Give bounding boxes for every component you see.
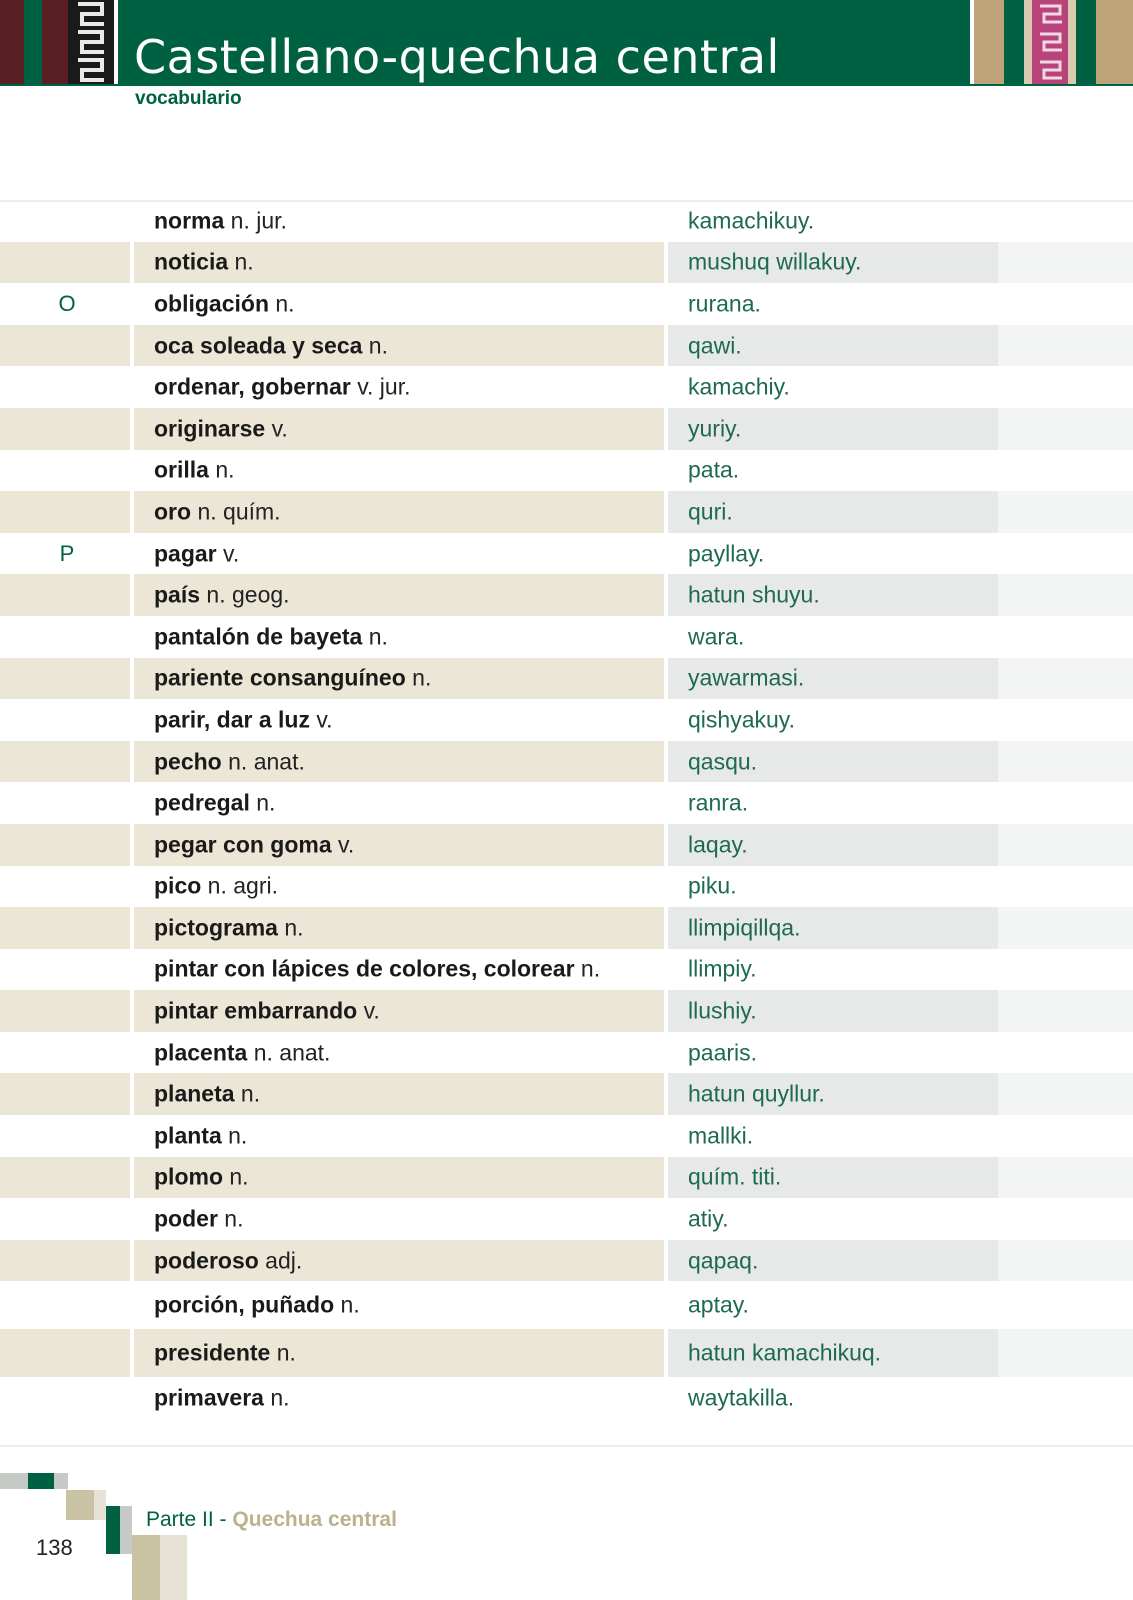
spanish-entry [154,748,305,775]
textile-stripe-tan [974,0,1004,86]
page-subtitle: vocabulario [135,88,242,109]
textile-stripe-green [24,0,42,86]
spanish-entry [154,249,254,276]
vocab-row [0,408,1133,450]
row-band [998,574,1133,616]
headword: primavera [154,1384,264,1411]
quechua-translation: yawarmasi. [688,664,805,691]
row-band [998,949,1133,991]
spanish-entry [154,914,304,941]
spanish-entry [154,457,235,484]
page-title: Castellano-quechua central [134,30,780,84]
quechua-translation: kamachikuy. [688,207,815,234]
spanish-entry [154,665,431,692]
headword: pico [154,872,202,899]
quechua-translation: aptay. [688,1291,749,1318]
spanish-entry [154,582,290,609]
row-band [998,200,1133,242]
vocab-row [0,824,1133,866]
row-band [0,990,130,1032]
spanish-entry [154,498,281,525]
headword: planeta [154,1080,235,1107]
grammar-tag: n. [362,332,388,359]
vocab-row [0,533,1133,575]
page-number: 138 [36,1535,73,1560]
vocab-row [0,1240,1133,1282]
quechua-translation: quri. [688,498,733,525]
headword: planta [154,1122,222,1149]
spanish-entry [154,1039,330,1066]
quechua-translation: hatun quyllur. [688,1080,825,1107]
headword: orilla [154,456,209,483]
quechua-translation: hatun kamachikuq. [688,1339,882,1366]
grammar-tag: n. [223,1163,249,1190]
textile-pattern-right [1032,0,1068,86]
headword: pantalón de bayeta [154,623,363,650]
headword: pintar embarrando [154,997,358,1024]
row-band [998,782,1133,824]
row-band [998,1115,1133,1157]
row-band [998,866,1133,908]
grammar-tag: v. [216,540,240,567]
headword: pictograma [154,914,278,941]
section-letter: P [59,540,75,566]
spanish-entry [154,1164,249,1191]
footer-block-khaki [132,1535,160,1600]
row-band [0,1073,130,1115]
header-underline [0,84,1133,86]
textile-stripe-beige [1068,0,1076,86]
row-band [0,699,130,741]
row-band [998,699,1133,741]
quechua-translation: kamachiy. [688,373,790,400]
vocab-row [0,242,1133,284]
vocab-row [0,1377,1133,1419]
row-band [998,242,1133,284]
textile-stripe-maroon [42,0,68,86]
grammar-tag: n. jur. [224,207,287,234]
row-band [0,1281,130,1329]
quechua-translation: ranra. [688,789,749,816]
row-band [998,1073,1133,1115]
grammar-tag: n. geog. [200,581,290,608]
row-band [998,325,1133,367]
vocab-row [0,616,1133,658]
vocabulary-table [0,200,1133,1419]
vocab-row [0,1073,1133,1115]
vocab-row [0,200,1133,242]
grammar-tag: n. [270,1339,296,1366]
row-band [0,741,130,783]
headword: presidente [154,1339,271,1366]
headword: pagar [154,540,217,567]
vocab-row [0,283,1133,325]
row-band [0,1240,130,1282]
row-band [0,782,130,824]
row-band [0,658,130,700]
row-band [0,1115,130,1157]
row-band [998,990,1133,1032]
grammar-tag: v. [309,706,333,733]
vocab-row [0,907,1133,949]
headword: poder [154,1205,218,1232]
grammar-tag: n. [362,623,388,650]
row-band [0,616,130,658]
headword: oca soleada y seca [154,332,363,359]
vocab-row [0,782,1133,824]
grammar-tag: n. [208,456,235,483]
quechua-translation: llimpiqillqa. [688,914,801,941]
footer-part: Parte II - [146,1508,233,1531]
quechua-translation: llimpiy. [688,955,757,982]
vocab-row [0,990,1133,1032]
headword: ordenar, gobernar [154,373,351,400]
spanish-entry [154,1340,296,1367]
footer-block-grey [0,1473,28,1489]
grammar-tag: n. [221,1122,248,1149]
grammar-tag: v. [331,831,355,858]
headword: pecho [154,748,222,775]
quechua-translation: qapaq. [688,1247,759,1274]
vocab-row [0,450,1133,492]
footer-section: Quechua central [232,1508,397,1531]
quechua-translation: quím. titi. [688,1163,782,1190]
row-band [0,949,130,991]
textile-stripe-tan [1096,0,1133,86]
headword: noticia [154,248,229,275]
spanish-entry [154,207,287,234]
vocab-row [0,491,1133,533]
spanish-entry [154,1292,360,1319]
textile-motif-icon [68,0,114,86]
grammar-tag: n. [334,1291,360,1318]
row-band [0,491,130,533]
row-band [998,366,1133,408]
row-band [998,1329,1133,1377]
textile-motif-icon [1032,0,1068,86]
vocab-row [0,699,1133,741]
row-band [0,366,130,408]
headword: norma [154,207,225,234]
vocab-row [0,949,1133,991]
spanish-entry [154,1122,247,1149]
headword: pintar con lápices de colores, colorear [154,955,575,982]
row-band [998,824,1133,866]
headword: porción, puñado [154,1291,335,1318]
vocab-row [0,366,1133,408]
table-bottom-rule [0,1445,1133,1447]
footer-block-green [106,1506,120,1554]
grammar-tag: n. [574,955,601,982]
row-band [998,658,1133,700]
section-letter: O [58,290,76,316]
quechua-translation: paaris. [688,1039,758,1066]
grammar-tag: n. [234,1080,261,1107]
spanish-entry [154,956,600,983]
vocab-row [0,574,1133,616]
headword: pariente consanguíneo [154,664,406,691]
spanish-entry [154,998,380,1025]
quechua-translation: atiy. [688,1205,729,1232]
row-band [0,325,130,367]
vocab-row [0,1329,1133,1377]
spanish-entry [154,374,410,401]
row-band [0,1377,130,1419]
grammar-tag: n. [405,664,432,691]
headword: pedregal [154,789,250,816]
quechua-translation: pata. [688,456,740,483]
headword: poderoso [154,1247,259,1274]
quechua-translation: qawi. [688,332,742,359]
footer-block-grey [54,1473,68,1489]
spanish-entry [154,790,275,817]
footer-block-green [28,1473,54,1489]
quechua-translation: rurana. [688,290,761,317]
quechua-translation: hatun shuyu. [688,581,820,608]
grammar-tag: n. [228,248,254,275]
quechua-translation: waytakilla. [688,1384,795,1411]
grammar-tag: v. [357,997,380,1024]
title-band [118,0,970,86]
grammar-tag: n. quím. [191,498,281,525]
grammar-tag: adj. [258,1247,303,1274]
quechua-translation: wara. [688,623,745,650]
textile-stripe-beige [1024,0,1032,86]
row-band [998,491,1133,533]
spanish-entry [154,540,239,567]
headword: obligación [154,290,269,317]
vocab-row [0,1115,1133,1157]
grammar-tag: n. [277,914,304,941]
grammar-tag: v. [265,415,288,442]
row-band [998,533,1133,575]
row-band [0,242,130,284]
headword: originarse [154,415,266,442]
headword: placenta [154,1039,248,1066]
headword: oro [154,498,192,525]
headword: pegar con goma [154,831,332,858]
row-band [998,1281,1133,1329]
spanish-entry [154,415,288,442]
row-band [0,1157,130,1199]
quechua-translation: payllay. [688,540,765,567]
headword: país [154,581,201,608]
headword: parir, dar a luz [154,706,310,733]
page-header [0,0,1133,86]
textile-stripe-green [1004,0,1024,86]
row-band [0,200,130,242]
spanish-entry [154,290,295,317]
spanish-entry [154,1247,302,1274]
row-band [998,408,1133,450]
footer-block-khaki [66,1490,94,1520]
spanish-entry [154,623,388,650]
quechua-translation: qasqu. [688,748,758,775]
vocab-row [0,1281,1133,1329]
spanish-entry [154,706,333,733]
row-band [998,450,1133,492]
row-band [0,1032,130,1074]
grammar-tag: n. [217,1205,244,1232]
grammar-tag: v. jur. [350,373,411,400]
spanish-entry [154,873,278,900]
grammar-tag: n. [269,290,295,317]
textile-stripe-maroon [0,0,24,86]
row-band [0,866,130,908]
quechua-translation: mallki. [688,1122,754,1149]
row-band [998,1032,1133,1074]
spanish-entry [154,1385,290,1412]
quechua-translation: yuriy. [688,415,742,442]
grammar-tag: n. anat. [247,1039,331,1066]
row-band [998,283,1133,325]
quechua-translation: llushiy. [688,997,757,1024]
quechua-translation: qishyakuy. [688,706,795,733]
vocab-row [0,1032,1133,1074]
row-band [998,1377,1133,1419]
row-band [998,616,1133,658]
footer-block-light [160,1535,187,1600]
vocab-row [0,866,1133,908]
grammar-tag: n. [249,789,276,816]
row-band [0,574,130,616]
spanish-entry [154,831,354,858]
vocab-row [0,325,1133,367]
grammar-tag: n. agri. [201,872,278,899]
vocab-row [0,1198,1133,1240]
row-band [998,907,1133,949]
spanish-entry [154,332,388,359]
spanish-entry [154,1206,243,1233]
footer-section-label [146,1508,397,1532]
vocab-row [0,1157,1133,1199]
footer-block-grey [120,1506,132,1554]
textile-pattern-left [68,0,114,86]
row-band [0,1329,130,1377]
vocab-row [0,658,1133,700]
row-band [998,1198,1133,1240]
row-band [0,408,130,450]
row-band [0,824,130,866]
grammar-tag: n. anat. [221,748,305,775]
quechua-translation: mushuq willakuy. [688,248,862,275]
row-band [998,1240,1133,1282]
quechua-translation: piku. [688,872,737,899]
spanish-entry [154,1081,260,1108]
row-band [0,907,130,949]
grammar-tag: n. [263,1384,290,1411]
vocab-row [0,741,1133,783]
row-band [998,741,1133,783]
footer-block-light [94,1490,106,1520]
textile-stripe-green [1076,0,1096,86]
headword: plomo [154,1163,223,1190]
row-band [0,1198,130,1240]
row-band [998,1157,1133,1199]
quechua-translation: laqay. [688,831,748,858]
row-band [0,450,130,492]
